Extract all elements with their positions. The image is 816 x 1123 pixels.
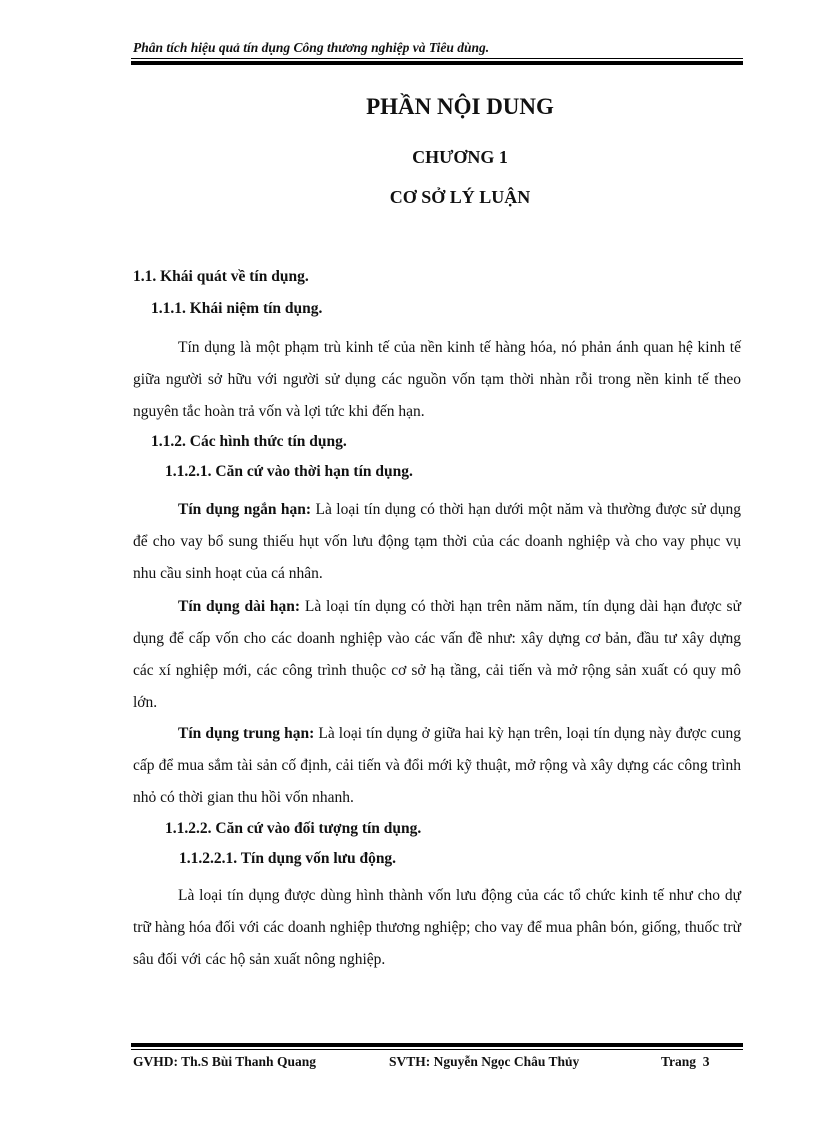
footer-advisor: GVHD: Th.S Bùi Thanh Quang (133, 1054, 316, 1069)
heading-1-1-2: 1.1.2. Các hình thức tín dụng. (151, 433, 347, 450)
paragraph-medium-term (133, 718, 741, 814)
long-term-label: Tín dụng dài hạn: (178, 598, 301, 615)
footer-page (661, 1054, 710, 1070)
medium-term-label: Tín dụng trung hạn: (178, 725, 315, 742)
paragraph-long-term (133, 591, 741, 719)
chapter-title: CƠ SỞ LÝ LUẬN (389, 187, 531, 207)
heading-1-1-2-2-1: 1.1.2.2.1. Tín dụng vốn lưu động. (179, 850, 397, 867)
heading-1-1-1: 1.1.1. Khái niệm tín dụng. (151, 300, 323, 317)
paragraph-concept: Tín dụng là một phạm trù kinh tế của nền kinh tế hàng hóa, nó phản ánh quan hệ kinh tế giữa người sở hữu với người sử dụng các nguồn vốn tạm thời nhàn rỗi trong nền kinh tế theo nguyên tắc hoàn trả vốn và lợi tức khi đến hạn. (133, 339, 741, 420)
header-rule (131, 58, 743, 59)
footer-rule (131, 1049, 743, 1050)
footer-student: SVTH: Nguyễn Ngọc Châu Thủy (389, 1054, 580, 1069)
short-term-label: Tín dụng ngắn hạn: (178, 501, 312, 518)
chapter-number: CHƯƠNG 1 (412, 147, 508, 167)
medium-term-text: Là loại tín dụng ở giữa hai kỳ hạn trên, loại tín dụng này được cung cấp để mua sắm tài sản cố định, cải tiến và đổi mới kỹ thuật, mở rộng và xây dựng các công trình nhỏ có thời gian thu hồi vốn nhanh. (133, 725, 742, 806)
heading-1-1-2-1: 1.1.2.1. Căn cứ vào thời hạn tín dụng. (165, 463, 413, 480)
short-term-text: Là loại tín dụng có thời hạn dưới một năm và thường được sử dụng để cho vay bổ sung thiếu hụt vốn lưu động tạm thời của các doanh nghiệp và cho vay phục vụ nhu cầu sinh hoạt của cá nhân. (133, 501, 741, 582)
paragraph-working-capital: Là loại tín dụng được dùng hình thành vốn lưu động của các tổ chức kinh tế như cho dự trữ hàng hóa đối với các doanh nghiệp thương nghiệp; cho vay để mua phân bón, giống, thuốc trừ sâu đối với các hộ sản xuất nông nghiệp. (133, 887, 741, 968)
footer-rule-thick (131, 1043, 743, 1047)
heading-1-1: 1.1. Khái quát về tín dụng. (133, 268, 309, 285)
page-label: Trang (661, 1054, 697, 1069)
heading-1-1-2-2: 1.1.2.2. Căn cứ vào đối tượng tín dụng. (165, 820, 422, 837)
running-header: Phân tích hiệu quả tín dụng Công thương nghiệp và Tiêu dùng. (133, 40, 490, 55)
paragraph-short-term (133, 494, 741, 590)
page-number: 3 (702, 1054, 710, 1069)
header-rule-thick (131, 61, 743, 65)
long-term-text: Là loại tín dụng có thời hạn trên năm năm, tín dụng dài hạn được sử dụng để cấp vốn cho các doanh nghiệp vào các vấn đề như: xây dựng cơ bản, đầu tư xây dựng các xí nghiệp mới, các công trình thuộc cơ sở hạ tầng, cải tiến và mở rộng sản xuất có quy mô lớn. (133, 598, 741, 711)
part-title: PHẦN NỘI DUNG (366, 94, 554, 119)
